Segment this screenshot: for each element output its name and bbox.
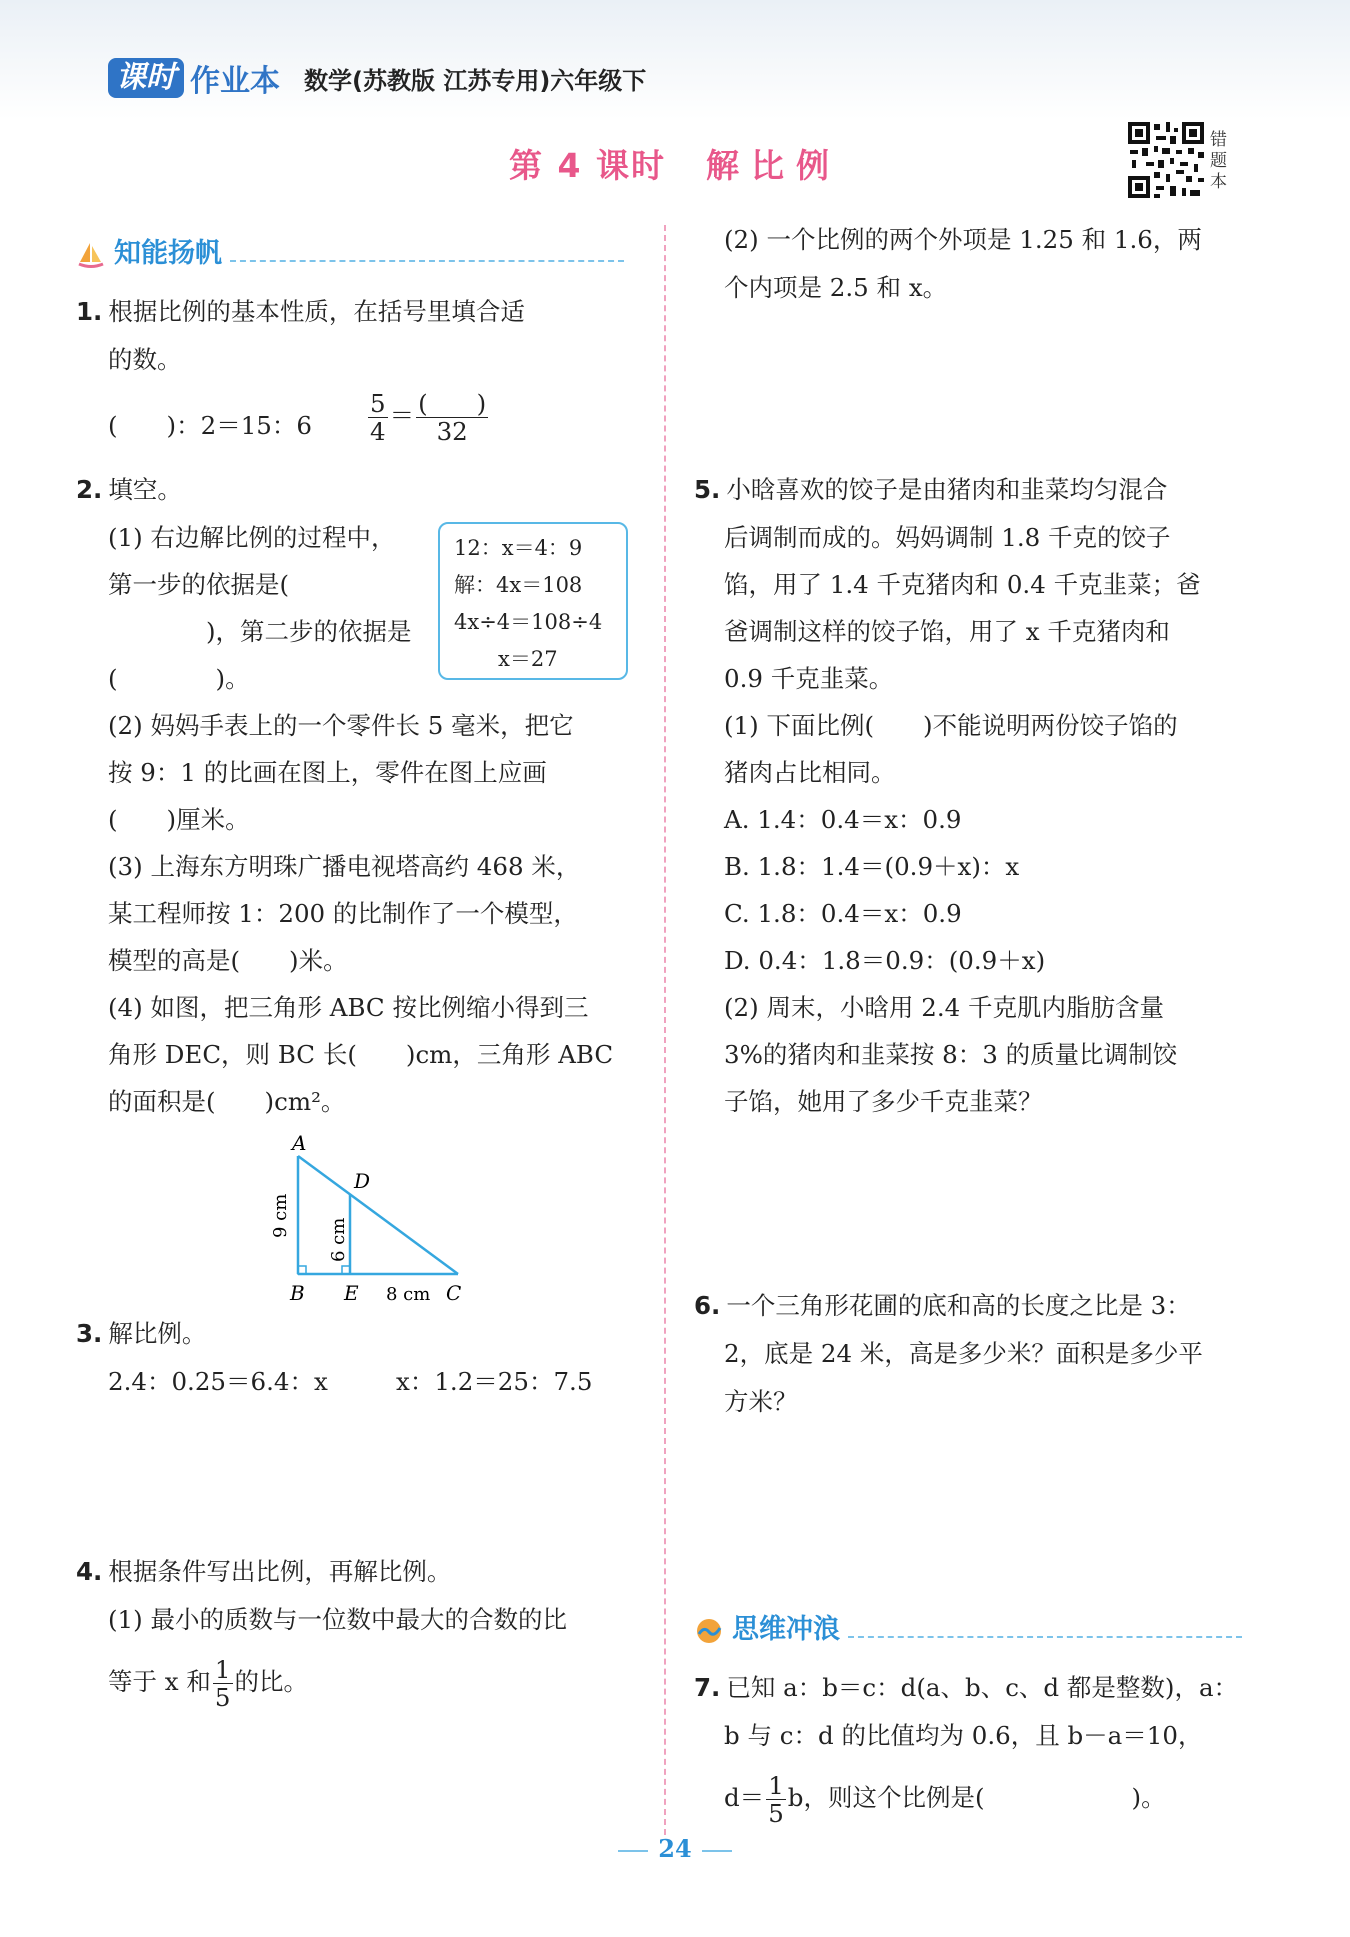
fraction-denominator: 5	[768, 1799, 784, 1828]
fraction-numerator: 5	[370, 389, 386, 418]
question-text: b，则这个比例是( )。	[787, 1783, 1166, 1812]
brand-name: 作业本	[190, 64, 280, 99]
question-number: 3.	[76, 1319, 103, 1348]
section-title: 知能扬帆	[114, 238, 222, 269]
lesson-number: 第 4 课时	[509, 146, 666, 185]
equals-sign: ＝	[389, 401, 415, 430]
section-header-zhineng	[76, 230, 624, 270]
solution-step: 4x÷4＝108÷4	[454, 610, 603, 634]
q2-p2-line2: 按 9：1 的比画在图上，零件在图上应画	[108, 758, 547, 787]
section-rule	[848, 1636, 1242, 1638]
answer-blank[interactable]: ( )	[418, 389, 487, 418]
solution-step: x＝27	[498, 647, 558, 671]
question-number: 4.	[76, 1557, 103, 1586]
q2-p1-line3: )，第二步的依据是	[108, 617, 412, 646]
question-text: 根据比例的基本性质，在括号里填合适	[108, 297, 525, 326]
section-title: 思维冲浪	[732, 1614, 840, 1645]
lesson-title: 解比例	[705, 146, 841, 185]
question-3	[76, 1310, 206, 1357]
option-c[interactable]: C. 1.8：0.4＝x：0.9	[724, 899, 962, 928]
option-a[interactable]: A. 1.4：0.4＝x：0.9	[724, 805, 962, 834]
q5-p1-line2: 猪肉占比相同。	[724, 758, 896, 787]
question-text: 一个三角形花圃的底和高的长度之比是 3：	[726, 1291, 1191, 1320]
q3-a: 2.4：0.25＝6.4：x	[108, 1367, 328, 1396]
option-b[interactable]: B. 1.8：1.4＝(0.9＋x)：x	[724, 852, 1020, 881]
fraction	[416, 390, 488, 445]
sailboat-icon	[76, 240, 106, 270]
q4-p1-line2	[108, 1656, 308, 1711]
q4-p2-line1: (2) 一个比例的两个外项是 1.25 和 1.6，两	[724, 225, 1202, 254]
fraction-denominator: 32	[436, 417, 468, 446]
q2-p1-line4: ( )。	[108, 664, 250, 693]
q5-line2: 后调制而成的。妈妈调制 1.8 千克的饺子	[724, 523, 1171, 552]
q7-line2: b 与 c：d 的比值均为 0.6，且 b－a＝10，	[724, 1721, 1203, 1750]
fraction-denominator: 4	[370, 417, 386, 446]
vertex-c-label: C	[446, 1281, 462, 1305]
question-number: 6.	[694, 1291, 721, 1320]
triangle-figure	[260, 1130, 490, 1310]
fraction-denominator: 5	[214, 1683, 231, 1712]
fraction-numerator: 1	[768, 1771, 784, 1800]
q2-p2-line3: ( )厘米。	[108, 805, 250, 834]
qr-label-char: 错	[1210, 130, 1227, 150]
q5-line4: 爸调制这样的饺子馅，用了 x 千克猪肉和	[724, 617, 1170, 646]
option-d[interactable]: D. 0.4：1.8＝0.9：(0.9＋x)	[724, 946, 1046, 975]
q2-p4-line3: 的面积是( )cm²。	[108, 1087, 346, 1116]
vertex-e-label: E	[344, 1281, 359, 1305]
question-6	[694, 1282, 1191, 1329]
question-number: 5.	[694, 475, 721, 504]
question-1-a: ( )：2＝15：6	[108, 411, 312, 440]
question-text: 解比例。	[108, 1319, 207, 1348]
q5-line5: 0.9 千克韭菜。	[724, 664, 894, 693]
q5-p2-line2: 3%的猪肉和韭菜按 8：3 的质量比调制饺	[724, 1040, 1178, 1069]
question-number: 7.	[694, 1673, 721, 1702]
question-1	[76, 288, 525, 335]
fraction	[766, 1772, 786, 1827]
solution-step: 解：4x＝108	[454, 573, 583, 597]
question-text: 等于 x 和	[108, 1667, 211, 1696]
q5-p2-line1: (2) 周末，小晗用 2.4 千克肌内脂肪含量	[724, 993, 1165, 1022]
question-2	[76, 466, 182, 513]
q5-p2-line3: 子馅，她用了多少千克韭菜？	[724, 1087, 1043, 1116]
solution-box	[438, 522, 628, 680]
vertex-d-label: D	[354, 1169, 371, 1193]
question-text: 已知 a：b＝c：d(a、b、c、d 都是整数)，a：	[726, 1673, 1239, 1702]
fraction-numerator: 1	[214, 1655, 231, 1684]
fraction	[213, 1656, 233, 1711]
question-text: 小晗喜欢的饺子是由猪肉和韭菜均匀混合	[726, 475, 1168, 504]
q2-p3-line1: (3) 上海东方明珠广播电视塔高约 468 米，	[108, 852, 581, 881]
wrong-answer-book-label	[1210, 130, 1236, 193]
section-rule	[230, 260, 624, 262]
page-number-value: 24	[658, 1834, 692, 1863]
brand-logo: 课时	[108, 58, 184, 98]
header	[108, 58, 646, 98]
q6-line2: 2，底是 24 米，高是多少米？面积是多少平	[724, 1339, 1203, 1368]
page-number	[0, 1834, 1350, 1863]
q4-p1-line1: (1) 最小的质数与一位数中最大的合数的比	[108, 1605, 567, 1634]
segment-de-label: 6 cm	[328, 1217, 349, 1262]
page-number-rule	[618, 1850, 648, 1852]
question-text: 的比。	[234, 1667, 308, 1696]
question-text: d＝	[724, 1783, 765, 1812]
qr-label-char: 题	[1210, 151, 1227, 171]
q5-line3: 馅，用了 1.4 千克猪肉和 0.4 千克韭菜；爸	[724, 570, 1201, 599]
q3-b: x：1.2＝25：7.5	[396, 1367, 593, 1396]
q2-p4-line1: (4) 如图，把三角形 ABC 按比例缩小得到三	[108, 993, 589, 1022]
fraction	[368, 390, 388, 445]
vertex-a-label: A	[292, 1131, 307, 1155]
page-number-rule	[702, 1850, 732, 1852]
q2-p3-line3: 模型的高是( )米。	[108, 946, 348, 975]
q4-p2-line2: 个内项是 2.5 和 x。	[724, 273, 948, 302]
solution-step: 12：x＝4：9	[454, 536, 583, 560]
question-1-b	[366, 390, 490, 445]
q2-p3-line2: 某工程师按 1：200 的比制作了一个模型，	[108, 899, 578, 928]
segment-ab-label: 9 cm	[270, 1193, 291, 1238]
question-4	[76, 1548, 451, 1595]
q6-line3: 方米？	[724, 1387, 798, 1416]
qr-label-char: 本	[1210, 172, 1227, 192]
qr-code-icon[interactable]	[1126, 120, 1206, 200]
question-1-line2: 的数。	[108, 345, 182, 374]
q5-p1-line1: (1) 下面比例( )不能说明两份饺子馅的	[724, 711, 1178, 740]
book-info: 数学(苏教版 江苏专用)六年级下	[304, 66, 647, 95]
question-5	[694, 466, 1167, 513]
question-text: 填空。	[108, 475, 182, 504]
q7-line3	[724, 1772, 1166, 1827]
question-number: 2.	[76, 475, 103, 504]
section-header-siwei	[694, 1606, 1242, 1646]
question-number: 1.	[76, 297, 103, 326]
q2-p1-line1: (1) 右边解比例的过程中，	[108, 523, 396, 552]
q2-p4-line2: 角形 DEC，则 BC 长( )cm，三角形 ABC	[108, 1040, 614, 1069]
question-text: 根据条件写出比例，再解比例。	[108, 1557, 452, 1586]
wave-icon	[694, 1616, 724, 1646]
q2-p2-line1: (2) 妈妈手表上的一个零件长 5 毫米，把它	[108, 711, 574, 740]
segment-ec-label: 8 cm	[386, 1284, 431, 1305]
question-7	[694, 1664, 1238, 1711]
column-divider	[664, 225, 666, 1835]
vertex-b-label: B	[290, 1281, 305, 1305]
q2-p1-line2: 第一步的依据是(	[108, 570, 290, 599]
